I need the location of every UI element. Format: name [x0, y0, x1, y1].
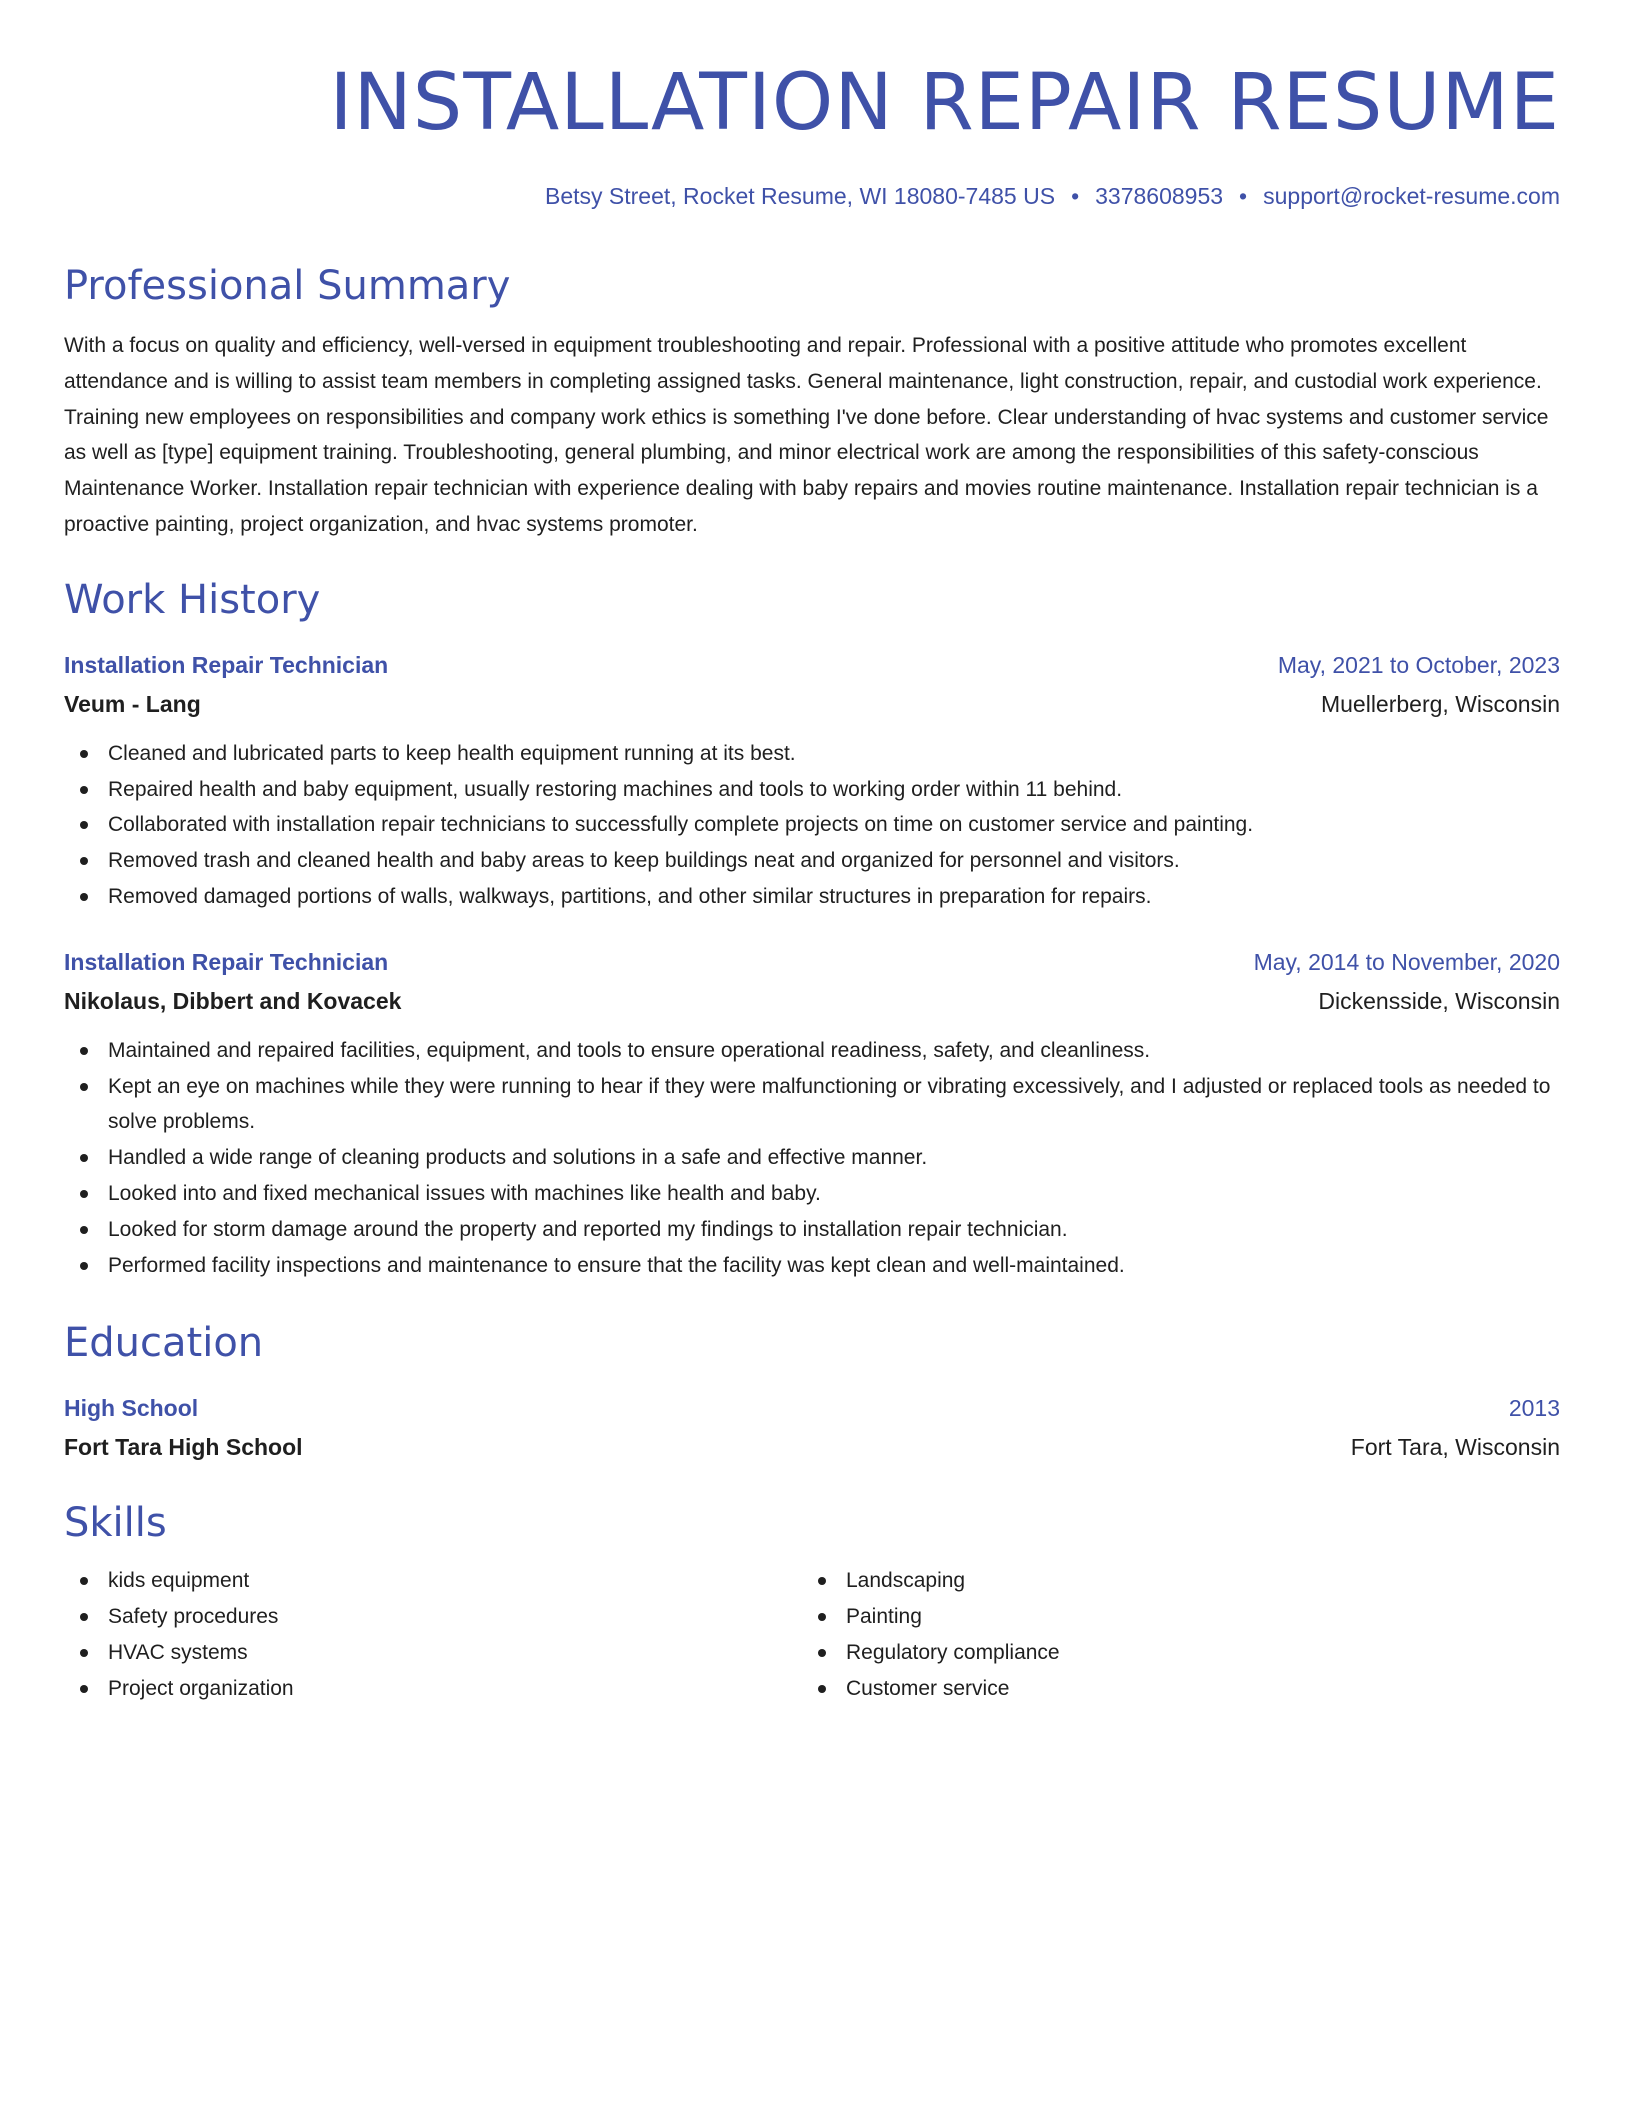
- skill-item: HVAC systems: [64, 1635, 802, 1671]
- job-duty: Collaborated with installation repair technicians to successfully complete projects on time on customer service and painting.: [64, 807, 1560, 843]
- job-duty: Removed trash and cleaned health and baby areas to keep buildings neat and organized for personnel and visitors.: [64, 843, 1560, 879]
- resume-title: INSTALLATION REPAIR RESUME: [329, 58, 1560, 148]
- job-header: [64, 948, 1560, 975]
- job-duty: Maintained and repaired facilities, equipment, and tools to ensure operational readiness, safety, and cleanliness.: [64, 1033, 1560, 1069]
- job-location: Muellerberg, Wisconsin: [1320, 690, 1560, 717]
- job-duty: Looked for storm damage around the property and reported my findings to installation repair technician.: [64, 1212, 1560, 1248]
- job-duties-list: [64, 736, 1560, 915]
- job-location: Dickensside, Wisconsin: [1318, 987, 1560, 1014]
- job-duty: Kept an eye on machines while they were running to hear if they were malfunctioning or vibrating excessively, and I adjusted or replaced tools as needed to solve problems.: [64, 1069, 1560, 1141]
- skill-item: Safety procedures: [64, 1599, 802, 1635]
- job-company-row: [64, 690, 1560, 717]
- skills-list-right: [802, 1563, 1540, 1706]
- job-dates: May, 2021 to October, 2023: [1277, 651, 1560, 678]
- skill-item: Project organization: [64, 1671, 802, 1707]
- job-duty: Repaired health and baby equipment, usually restoring machines and tools to working order within 11 behind.: [64, 772, 1560, 808]
- summary-heading: Professional Summary: [64, 263, 511, 309]
- education-header: [64, 1397, 1560, 1420]
- education-year: 2013: [1508, 1395, 1560, 1422]
- education-school: Fort Tara High School: [64, 1434, 303, 1461]
- summary-text: With a focus on quality and efficiency, well-versed in equipment troubleshooting and repair. Professional with a positive attitude who promotes excellent attendance and is willing to assist team members in completing assigned tasks. General maintenance, light construction, repair, and custodial work experience. Training new employees on responsibilities and company work ethics is something I've done before. Clear understanding of hvac systems and customer service as well as [type] equipment training. Troubleshooting, general plumbing, and minor electrical work are among the responsibilities of this safety-conscious Maintenance Worker. Installation repair technician with experience dealing with baby repairs and movies routine maintenance. Installation repair technician is a proactive painting, project organization, and hvac systems promoter.: [64, 334, 1549, 536]
- contact-address: Betsy Street, Rocket Resume, WI 18080-7485 US: [544, 183, 1056, 209]
- job-duties-list: [64, 1033, 1560, 1284]
- skill-item: Regulatory compliance: [802, 1635, 1540, 1671]
- skill-item: Painting: [802, 1599, 1540, 1635]
- education-location: Fort Tara, Wisconsin: [1350, 1434, 1560, 1461]
- job-dates: May, 2014 to November, 2020: [1253, 948, 1560, 975]
- skills-list-left: [64, 1563, 802, 1706]
- skill-item: Landscaping: [802, 1563, 1540, 1599]
- job-entry: [64, 651, 1560, 915]
- job-duty: Handled a wide range of cleaning products and solutions in a safe and effective manner.: [64, 1140, 1560, 1176]
- job-title: Installation Repair Technician: [64, 948, 389, 975]
- education-heading: Education: [64, 1320, 264, 1367]
- education-entry: [64, 1397, 1560, 1459]
- skill-item: kids equipment: [64, 1563, 802, 1599]
- education-school-row: [64, 1436, 1560, 1459]
- contact-line: [64, 185, 1560, 208]
- job-company-row: [64, 987, 1560, 1014]
- skills-grid: [64, 1563, 1560, 1706]
- job-header: [64, 651, 1560, 678]
- job-duty: Performed facility inspections and maintenance to ensure that the facility was kept clean and well-maintained.: [64, 1248, 1560, 1284]
- skills-heading: Skills: [64, 1500, 167, 1547]
- job-entry: [64, 948, 1560, 1284]
- contact-email: support@rocket-resume.com: [1263, 183, 1560, 209]
- skill-item: Customer service: [802, 1671, 1540, 1707]
- contact-separator: •: [1239, 183, 1248, 209]
- job-title: Installation Repair Technician: [64, 651, 389, 678]
- education-degree: High School: [64, 1395, 199, 1422]
- job-company: Veum - Lang: [64, 690, 201, 717]
- job-company: Nikolaus, Dibbert and Kovacek: [64, 987, 402, 1014]
- resume-page: [64, 0, 1560, 1707]
- work-history-heading: Work History: [64, 576, 321, 623]
- job-duty: Cleaned and lubricated parts to keep health equipment running at its best.: [64, 736, 1560, 772]
- contact-separator: •: [1071, 183, 1080, 209]
- job-duty: Looked into and fixed mechanical issues with machines like health and baby.: [64, 1176, 1560, 1212]
- job-duty: Removed damaged portions of walls, walkways, partitions, and other similar structures in preparation for repairs.: [64, 879, 1560, 915]
- contact-phone: 3378608953: [1095, 183, 1224, 209]
